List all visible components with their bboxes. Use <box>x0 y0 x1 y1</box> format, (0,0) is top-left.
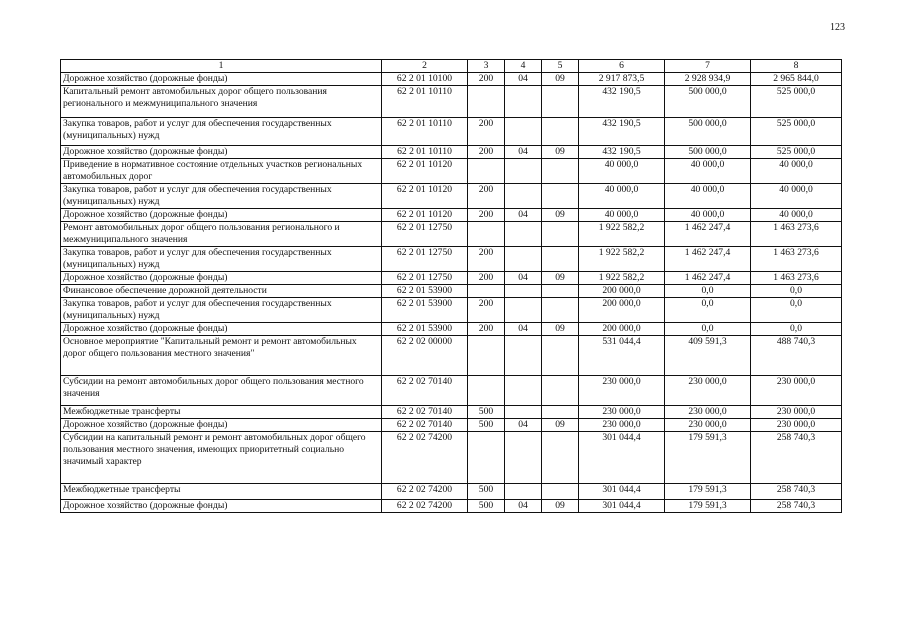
row-value-year2: 1 462 247,4 <box>665 272 751 285</box>
row-rz-cell <box>505 184 542 209</box>
row-pr-cell <box>542 406 579 419</box>
row-value-year3: 40 000,0 <box>751 209 842 222</box>
table-row <box>61 432 842 484</box>
row-value-year1: 230 000,0 <box>579 419 665 432</box>
row-rz-cell <box>505 432 542 484</box>
table-row <box>61 298 842 323</box>
row-value-year1: 40 000,0 <box>579 209 665 222</box>
row-value-year3: 1 463 273,6 <box>751 222 842 247</box>
row-rz-cell <box>505 336 542 376</box>
table-row <box>61 285 842 298</box>
table-row <box>61 323 842 336</box>
row-rz-cell: 04 <box>505 500 542 513</box>
budget-table <box>60 59 842 513</box>
row-vr-cell: 500 <box>468 406 505 419</box>
row-value-year2: 230 000,0 <box>665 406 751 419</box>
row-pr-cell <box>542 484 579 500</box>
header-cell-name: 1 <box>61 60 382 73</box>
table-row <box>61 336 842 376</box>
header-cell-year2: 7 <box>665 60 751 73</box>
row-code-cell: 62 2 01 12750 <box>382 222 468 247</box>
row-vr-cell: 200 <box>468 247 505 272</box>
row-name-cell: Межбюджетные трансферты <box>61 406 382 419</box>
row-value-year1: 200 000,0 <box>579 285 665 298</box>
row-name-cell: Дорожное хозяйство (дорожные фонды) <box>61 272 382 285</box>
row-code-cell: 62 2 01 53900 <box>382 323 468 336</box>
row-pr-cell <box>542 376 579 406</box>
row-pr-cell: 09 <box>542 500 579 513</box>
row-value-year3: 258 740,3 <box>751 432 842 484</box>
row-value-year1: 531 044,4 <box>579 336 665 376</box>
row-value-year3: 488 740,3 <box>751 336 842 376</box>
row-code-cell: 62 2 01 53900 <box>382 298 468 323</box>
row-name-cell: Закупка товаров, работ и услуг для обеспечения государственных (муниципальных) нужд <box>61 298 382 323</box>
row-rz-cell <box>505 406 542 419</box>
row-value-year3: 258 740,3 <box>751 484 842 500</box>
row-vr-cell: 200 <box>468 323 505 336</box>
row-pr-cell <box>542 159 579 184</box>
row-rz-cell <box>505 159 542 184</box>
row-name-cell: Субсидии на капитальный ремонт и ремонт автомобильных дорог общего пользования местного значения, имеющих приоритетный социально значимый характер <box>61 432 382 484</box>
row-pr-cell: 09 <box>542 209 579 222</box>
row-name-cell: Ремонт автомобильных дорог общего пользования регионального и межмуниципального значения <box>61 222 382 247</box>
row-value-year2: 40 000,0 <box>665 209 751 222</box>
row-value-year2: 179 591,3 <box>665 432 751 484</box>
row-value-year1: 40 000,0 <box>579 159 665 184</box>
row-value-year1: 301 044,4 <box>579 484 665 500</box>
row-name-cell: Дорожное хозяйство (дорожные фонды) <box>61 419 382 432</box>
row-name-cell: Дорожное хозяйство (дорожные фонды) <box>61 73 382 86</box>
row-value-year3: 230 000,0 <box>751 419 842 432</box>
row-value-year1: 2 917 873,5 <box>579 73 665 86</box>
row-pr-cell <box>542 285 579 298</box>
row-vr-cell <box>468 376 505 406</box>
row-value-year2: 1 462 247,4 <box>665 222 751 247</box>
row-value-year3: 230 000,0 <box>751 406 842 419</box>
table-row <box>61 247 842 272</box>
row-rz-cell: 04 <box>505 146 542 159</box>
row-value-year3: 525 000,0 <box>751 118 842 146</box>
page-number: 123 <box>830 22 845 33</box>
row-pr-cell <box>542 222 579 247</box>
row-code-cell: 62 2 01 10110 <box>382 86 468 118</box>
row-value-year3: 525 000,0 <box>751 86 842 118</box>
table-row <box>61 118 842 146</box>
row-name-cell: Приведение в нормативное состояние отдельных участков региональных автомобильных дорог <box>61 159 382 184</box>
row-code-cell: 62 2 01 10120 <box>382 209 468 222</box>
row-value-year3: 1 463 273,6 <box>751 247 842 272</box>
row-name-cell: Основное мероприятие "Капитальный ремонт и ремонт автомобильных дорог общего пользования местного значения" <box>61 336 382 376</box>
row-rz-cell: 04 <box>505 272 542 285</box>
row-value-year2: 0,0 <box>665 323 751 336</box>
table-row <box>61 272 842 285</box>
row-value-year1: 301 044,4 <box>579 500 665 513</box>
row-value-year1: 200 000,0 <box>579 323 665 336</box>
row-rz-cell: 04 <box>505 209 542 222</box>
header-cell-pr: 5 <box>542 60 579 73</box>
row-vr-cell: 200 <box>468 146 505 159</box>
row-name-cell: Капитальный ремонт автомобильных дорог общего пользования регионального и межмуниципального значения <box>61 86 382 118</box>
row-code-cell: 62 2 01 12750 <box>382 247 468 272</box>
row-vr-cell: 500 <box>468 500 505 513</box>
table-row <box>61 73 842 86</box>
row-name-cell: Межбюджетные трансферты <box>61 484 382 500</box>
table-row <box>61 500 842 513</box>
row-value-year2: 0,0 <box>665 285 751 298</box>
row-value-year3: 40 000,0 <box>751 184 842 209</box>
header-cell-code: 2 <box>382 60 468 73</box>
row-value-year1: 1 922 582,2 <box>579 222 665 247</box>
row-code-cell: 62 2 01 10110 <box>382 146 468 159</box>
row-code-cell: 62 2 02 74200 <box>382 432 468 484</box>
row-value-year2: 500 000,0 <box>665 118 751 146</box>
row-name-cell: Дорожное хозяйство (дорожные фонды) <box>61 323 382 336</box>
row-rz-cell: 04 <box>505 73 542 86</box>
row-value-year2: 2 928 934,9 <box>665 73 751 86</box>
row-name-cell: Дорожное хозяйство (дорожные фонды) <box>61 500 382 513</box>
header-cell-rz: 4 <box>505 60 542 73</box>
row-pr-cell <box>542 336 579 376</box>
row-value-year2: 500 000,0 <box>665 86 751 118</box>
table-body <box>61 73 842 513</box>
row-value-year2: 1 462 247,4 <box>665 247 751 272</box>
table-row <box>61 159 842 184</box>
row-value-year3: 40 000,0 <box>751 159 842 184</box>
row-code-cell: 62 2 01 12750 <box>382 272 468 285</box>
row-vr-cell <box>468 86 505 118</box>
row-value-year2: 40 000,0 <box>665 159 751 184</box>
row-code-cell: 62 2 02 74200 <box>382 484 468 500</box>
row-rz-cell <box>505 484 542 500</box>
row-name-cell: Закупка товаров, работ и услуг для обеспечения государственных (муниципальных) нужд <box>61 247 382 272</box>
row-name-cell: Закупка товаров, работ и услуг для обеспечения государственных (муниципальных) нужд <box>61 184 382 209</box>
row-value-year3: 0,0 <box>751 323 842 336</box>
row-vr-cell <box>468 159 505 184</box>
row-vr-cell <box>468 432 505 484</box>
table-header <box>61 60 842 73</box>
row-value-year3: 0,0 <box>751 285 842 298</box>
row-pr-cell: 09 <box>542 323 579 336</box>
row-pr-cell <box>542 118 579 146</box>
table-row <box>61 209 842 222</box>
row-code-cell: 62 2 02 70140 <box>382 376 468 406</box>
row-code-cell: 62 2 02 00000 <box>382 336 468 376</box>
row-code-cell: 62 2 01 10120 <box>382 184 468 209</box>
row-rz-cell: 04 <box>505 419 542 432</box>
row-pr-cell <box>542 247 579 272</box>
row-value-year2: 0,0 <box>665 298 751 323</box>
row-value-year1: 432 190,5 <box>579 86 665 118</box>
row-value-year2: 230 000,0 <box>665 376 751 406</box>
row-value-year1: 432 190,5 <box>579 146 665 159</box>
row-pr-cell: 09 <box>542 419 579 432</box>
row-name-cell: Субсидии на ремонт автомобильных дорог общего пользования местного значения <box>61 376 382 406</box>
row-value-year2: 409 591,3 <box>665 336 751 376</box>
row-vr-cell: 200 <box>468 298 505 323</box>
table-row <box>61 86 842 118</box>
row-vr-cell: 500 <box>468 484 505 500</box>
row-rz-cell <box>505 118 542 146</box>
row-rz-cell: 04 <box>505 323 542 336</box>
row-value-year1: 1 922 582,2 <box>579 247 665 272</box>
row-value-year3: 2 965 844,0 <box>751 73 842 86</box>
row-value-year1: 230 000,0 <box>579 376 665 406</box>
row-pr-cell: 09 <box>542 146 579 159</box>
row-value-year2: 40 000,0 <box>665 184 751 209</box>
row-name-cell: Закупка товаров, работ и услуг для обеспечения государственных (муниципальных) нужд <box>61 118 382 146</box>
row-value-year3: 258 740,3 <box>751 500 842 513</box>
row-vr-cell: 500 <box>468 419 505 432</box>
row-code-cell: 62 2 01 10120 <box>382 159 468 184</box>
row-code-cell: 62 2 02 70140 <box>382 406 468 419</box>
row-rz-cell <box>505 376 542 406</box>
row-value-year2: 179 591,3 <box>665 500 751 513</box>
table-row <box>61 146 842 159</box>
row-rz-cell <box>505 298 542 323</box>
row-pr-cell <box>542 298 579 323</box>
table-row <box>61 484 842 500</box>
row-name-cell: Финансовое обеспечение дорожной деятельности <box>61 285 382 298</box>
table-row <box>61 419 842 432</box>
row-value-year1: 40 000,0 <box>579 184 665 209</box>
row-name-cell: Дорожное хозяйство (дорожные фонды) <box>61 146 382 159</box>
row-vr-cell <box>468 285 505 298</box>
row-vr-cell: 200 <box>468 184 505 209</box>
row-code-cell: 62 2 01 53900 <box>382 285 468 298</box>
row-pr-cell <box>542 86 579 118</box>
row-pr-cell: 09 <box>542 272 579 285</box>
row-value-year1: 301 044,4 <box>579 432 665 484</box>
row-rz-cell <box>505 285 542 298</box>
table-row <box>61 376 842 406</box>
row-value-year3: 1 463 273,6 <box>751 272 842 285</box>
row-rz-cell <box>505 86 542 118</box>
header-row <box>61 60 842 73</box>
row-vr-cell: 200 <box>468 118 505 146</box>
row-value-year3: 230 000,0 <box>751 376 842 406</box>
row-code-cell: 62 2 02 74200 <box>382 500 468 513</box>
row-vr-cell <box>468 222 505 247</box>
row-value-year3: 525 000,0 <box>751 146 842 159</box>
row-code-cell: 62 2 01 10110 <box>382 118 468 146</box>
row-value-year2: 230 000,0 <box>665 419 751 432</box>
row-vr-cell: 200 <box>468 209 505 222</box>
table-row <box>61 406 842 419</box>
row-vr-cell <box>468 336 505 376</box>
row-pr-cell: 09 <box>542 73 579 86</box>
header-cell-year3: 8 <box>751 60 842 73</box>
row-rz-cell <box>505 247 542 272</box>
row-code-cell: 62 2 01 10100 <box>382 73 468 86</box>
row-name-cell: Дорожное хозяйство (дорожные фонды) <box>61 209 382 222</box>
table-row <box>61 222 842 247</box>
row-pr-cell <box>542 432 579 484</box>
header-cell-vr: 3 <box>468 60 505 73</box>
row-code-cell: 62 2 02 70140 <box>382 419 468 432</box>
row-value-year2: 500 000,0 <box>665 146 751 159</box>
row-value-year1: 200 000,0 <box>579 298 665 323</box>
row-value-year3: 0,0 <box>751 298 842 323</box>
row-value-year1: 1 922 582,2 <box>579 272 665 285</box>
row-pr-cell <box>542 184 579 209</box>
header-cell-year1: 6 <box>579 60 665 73</box>
row-value-year2: 179 591,3 <box>665 484 751 500</box>
row-vr-cell: 200 <box>468 73 505 86</box>
row-value-year1: 432 190,5 <box>579 118 665 146</box>
row-value-year1: 230 000,0 <box>579 406 665 419</box>
row-vr-cell: 200 <box>468 272 505 285</box>
table-row <box>61 184 842 209</box>
row-rz-cell <box>505 222 542 247</box>
